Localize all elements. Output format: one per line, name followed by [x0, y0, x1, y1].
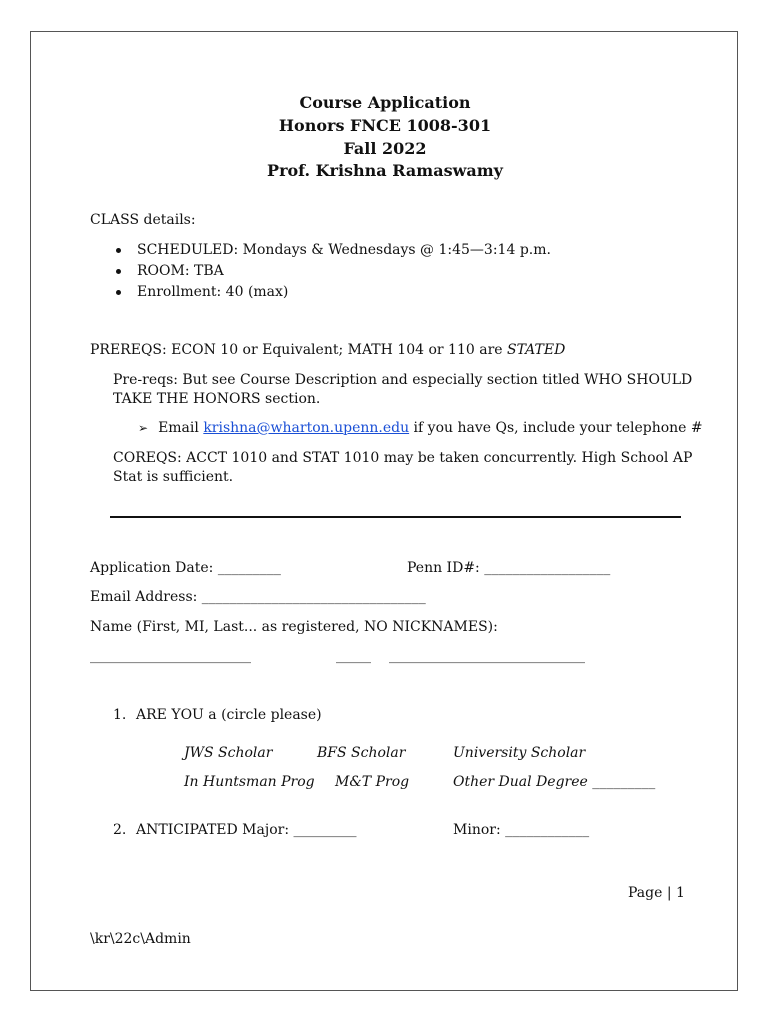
class-details-heading: CLASS details:: [90, 212, 196, 228]
list-item: [116, 263, 224, 279]
doc-title: Course Application: [299, 93, 471, 112]
section-divider: [110, 516, 681, 518]
prereqs-note-2: TAKE THE HONORS section.: [113, 391, 321, 407]
penn-id-field[interactable]: Penn ID#: __________________: [407, 560, 611, 576]
email-line: ➢ Email krishna@wharton.upenn.edu if you have Qs, include your telephone #: [138, 420, 703, 436]
prereqs-line: PREREQS: ECON 10 or Equivalent; MATH 104 or 110 are STATED: [90, 342, 566, 358]
name-first-field[interactable]: _______________________: [90, 648, 251, 664]
arrowhead-bullet-icon: ➢: [138, 421, 149, 435]
email-link[interactable]: krishna@wharton.upenn.edu: [203, 420, 410, 436]
option-dual-degree[interactable]: Other Dual Degree _________: [453, 774, 656, 790]
file-path: \kr\22c\Admin: [90, 931, 191, 947]
bullet-icon: [116, 248, 121, 253]
schedule-text: SCHEDULED: Mondays & Wednesdays @ 1:45—3:14 p.m.: [137, 242, 551, 258]
enrollment-text: Enrollment: 40 (max): [137, 284, 289, 300]
room-text: ROOM: TBA: [137, 263, 224, 279]
coreqs-line-1: COREQS: ACCT 1010 and STAT 1010 may be taken concurrently. High School AP: [113, 450, 693, 466]
application-date-field[interactable]: Application Date: _________: [90, 560, 281, 576]
anticipated-major-field[interactable]: ANTICIPATED Major: _________: [136, 822, 357, 838]
name-last-field[interactable]: ____________________________: [389, 648, 585, 664]
option-university-scholar[interactable]: University Scholar: [453, 745, 586, 761]
bullet-icon: [116, 290, 121, 295]
professor: Prof. Krishna Ramaswamy: [267, 161, 503, 180]
option-bfs-scholar[interactable]: BFS Scholar: [317, 745, 406, 761]
q2-number: 2.: [113, 822, 127, 838]
name-label: Name (First, MI, Last... as registered, NO NICKNAMES):: [90, 619, 498, 635]
coreqs-line-2: Stat is sufficient.: [113, 469, 234, 485]
email-address-field[interactable]: Email Address: ________________________________: [90, 589, 426, 605]
course-code: Honors FNCE 1008-301: [278, 116, 492, 135]
q1-text: ARE YOU a (circle please): [136, 707, 322, 723]
list-item: [116, 242, 551, 258]
option-mt[interactable]: M&T Prog: [335, 774, 410, 790]
page-number: Page | 1: [628, 885, 685, 901]
minor-field[interactable]: Minor: ____________: [453, 822, 590, 838]
prereqs-note-1: Pre-reqs: But see Course Description and especially section titled WHO SHOULD: [113, 372, 693, 388]
option-huntsman[interactable]: In Huntsman Prog: [184, 774, 315, 790]
list-item: [116, 284, 288, 300]
term: Fall 2022: [343, 139, 427, 158]
option-jws-scholar[interactable]: JWS Scholar: [184, 745, 273, 761]
bullet-icon: [116, 269, 121, 274]
name-mi-field[interactable]: _____: [336, 648, 371, 664]
q1-number: 1.: [113, 707, 127, 723]
